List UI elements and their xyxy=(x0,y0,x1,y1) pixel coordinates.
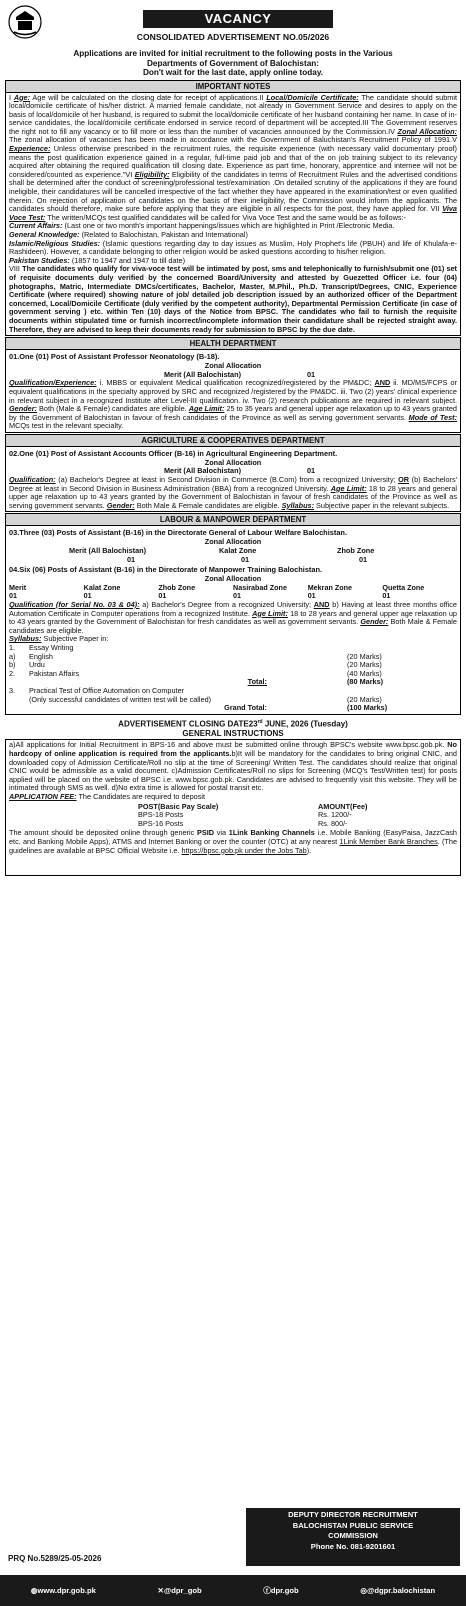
phone-number: Phone No. 081-9201601 xyxy=(310,1541,396,1551)
practical-row: 3. Practical Test of Office Automation on Computer xyxy=(9,685,185,695)
zonal-allocation-label: Zonal Allocation xyxy=(204,457,262,467)
instructions-text: a)All applications for Initial Recruitment in BPS-16 and above must be submitted online through BPSC's website www.bpsc.gob.pk. No hardcopy of online application is required from the applicants.b)It will be mandatory for the candidates to bring original CNIC, and downloaded copy of Admission Certificate/Roll no slip at the time of Screening/ Written Test. The candidates should realize that original CNIC would be admissible as a valid document. c)Admission Certificates/Roll no slips for Screening (MCQ's Test/Written test) for posts applied will be placed on the website of BPSC i.e. www.bpsc.gob.pk. Candidates are advised to frequently visit this website. They will be intimated through SMS as well. d)No extra time is allowed for postal transit etc. xyxy=(9,740,457,793)
zonal-allocation-label: Zonal Allocation xyxy=(204,574,262,584)
notes-paragraph: I Age: Age will be calculated on the closing date for receipt of applications.II Local/Domicile Certificate: The candidate should submit local/domicile certificate of his/her district. A married female candidate, not already in Government Service and desires to apply on the basis of local/domicile of her husband, is required to submit the local/domicile certificate of her husband containing her name. In case of in-service candidates, the local/domicile certificate endorsed in service record of department will be accepted.III The Government reserves the right not to fill any vacancy or to fill more or less than the number of vacancies announced by the Commission.IV Zonal Allocation: The zonal allocation of vacancies has been made in accordance with the Government of Baluchistan's Recruitment Policy of 1991.V Experience: Unless otherwise prescribed in the recruitment rules, the requisite experience (with necessary valid documentary proof) means the post qualification experience gained in a regular, full-time paid job and that of the on job training subject to its relevancy acquired after obtaining the required qualification till closing date. Experience as part time, honorary, apprentice and internee will not be considered/counted as experience."VI Eligibility: Eligibility of the candidates in terms of Recruitment Rules and the advertised conditions shall be determined after the conduct of screening/professional test/examination .On detailed scrutiny of the applications if they are found ineligible, their candidatures will be cancelled irrespective of the fact whether they have appeared in the examination/test or even qualified therein. On rejection of application of candidates on the basis of their ineligibility, the Commission would inform the applicants. The candidates should therefore, make sure before applying that they are eligible in all respects for the post, they have applied for. VII Viva Voce Test: The written/MCQs test qualified candidates will be called for Viva Voce Test and the same would be as follows:- xyxy=(9,92,457,222)
zone-header-row: Merit (All Balochistan) Kalat Zone Zhob Zone xyxy=(69,546,375,556)
grand-total-row: Grand Total: (100 Marks) xyxy=(224,703,388,713)
closing-date: ADVERTISEMENT CLOSING DATE23rd JUNE, 2026 (Tuesday) xyxy=(118,718,348,729)
qualification-text: Qualification (for Serial No. 03 & 04): a) Bachelor's Degree from a recognized University; AND b) Having at least three months office Automation Certificate in Computer operations from a recognized Institute. Age Limit: 18 to 28 years and general upper age relaxation up to 43 years granted by the Government of Balochistan for fresh candidates as well as government servants. Gender: Both Male & Female candidates are eligible. xyxy=(9,600,457,635)
syllabus-label: Syllabus: Subjective Paper in: xyxy=(9,634,109,644)
instagram-link[interactable]: ◎@dgpr.balochistan xyxy=(360,1586,436,1595)
important-notes-heading: IMPORTANT NOTES xyxy=(5,80,461,92)
instagram-icon: ◎ xyxy=(360,1586,367,1595)
labour-department xyxy=(5,525,461,714)
contact-line: BALOCHISTAN PUBLIC SERVICE xyxy=(292,1520,414,1530)
facebook-link[interactable]: ⓕdpr.gob xyxy=(263,1586,299,1595)
post-title: 04.Six (06) Posts of Assistant (B-16) in the Directorate of Manpower Training Balochistan. xyxy=(9,565,323,575)
contact-box xyxy=(246,1508,460,1566)
labour-department-heading: LABOUR & MANPOWER DEPARTMENT xyxy=(5,513,461,525)
post-title: 02.One (01) Post of Assistant Accounts Officer (B-16) in Agricultural Engineering Department. xyxy=(9,448,338,458)
agriculture-department xyxy=(5,446,461,513)
general-instructions-heading: GENERAL INSTRUCTIONS xyxy=(182,729,284,739)
vacancy-title: VACANCY xyxy=(143,10,333,28)
syllabus-table xyxy=(9,644,457,713)
twitter-link[interactable]: ✕@dpr_gob xyxy=(157,1586,202,1595)
bpsc-website-link[interactable]: https://bpsc.gob.pk under the Jobs Tab xyxy=(181,845,307,855)
practical-note-row: (Only successful candidates of written test will be called) (20 Marks) xyxy=(29,694,382,704)
header xyxy=(5,3,461,47)
zonal-allocation-label: Zonal Allocation xyxy=(204,537,262,547)
intro-text xyxy=(5,49,461,78)
important-notes xyxy=(5,92,461,337)
total-row: Total: (80 Marks) xyxy=(247,677,384,687)
zone-header-row: Merit Kalat Zone Zhob Zone Nasirabad Zone Mekran Zone Quetta Zone xyxy=(9,582,425,592)
syllabus-row: 2. Pakistan Affairs (40 Marks) xyxy=(9,668,382,678)
intro-line: Don't wait for the last date, apply online today. xyxy=(142,68,324,77)
health-department-heading: HEALTH DEPARTMENT xyxy=(5,337,461,349)
zone-value-row: 01 01 01 01 01 01 xyxy=(9,591,391,601)
syllabus-row: a) English (20 Marks) xyxy=(9,651,382,661)
contact-line: COMMISSION xyxy=(328,1531,378,1540)
zonal-allocation-label: Zonal Allocation xyxy=(204,361,262,371)
general-knowledge: General Knowledge: (Related to Balochistan, Pakistan and International) xyxy=(9,230,248,239)
pakistan-studies: Pakistan Studies: (1857 to 1947 and 1947 to till date) xyxy=(9,255,186,265)
bank-branches-link[interactable]: 1Link Member Bank Branches xyxy=(339,836,438,846)
syllabus-row: b) Urdu (20 Marks) xyxy=(9,660,382,670)
advertisement-number: CONSOLIDATED ADVERTISEMENT NO.05/2026 xyxy=(136,32,330,42)
post-title: 01.One (01) Post of Assistant Professor Neonatology (B-18). xyxy=(9,352,220,362)
twitter-icon: ✕ xyxy=(157,1586,164,1595)
fee-table: POST(Basic Pay Scale) AMOUNT(Fee) BPS-18 Posts Rs. 1200/- BPS-16 Posts Rs. 800/- xyxy=(83,803,383,829)
viii-note: VIII The candidates who qualify for viva-voce test will be intimated by post, sms and telephonically to furnish/submit one (01) set of requisite documents duly verified by the concerned Board/University and attested by Guezetted Officer i.e. four (04) photographs, Matric, Intermediate DMCs/certificates, Bachelor, Master, M.Phil., Ph.D. Transcript/Degrees, CNIC, Experience Certificate (where required) showing nature of job/ detailed job description issued by an authorized officer of the Department concerned, Local/Domicile Certificate (duly verified by the competent authority), Departmental Permission Certificate (in case of government serving ) etc. within Ten (10) days of the Notice from BPSC. The candidates who fail to furnish the requisite documents within stipulated time or furnish incorrect/incomplete information their candidature shall be rejected straight away. Therefore, they are advised to keep their documents ready for submission to BPSC by the due date. xyxy=(9,264,457,334)
current-affairs: Current Affairs: (Last one or two month's important happenings/issues which are highlighted in Print /Electronic Media. xyxy=(9,221,395,231)
merit-row: Merit (All Balochistan) 01 xyxy=(163,466,316,476)
fee-row: BPS-18 Posts Rs. 1200/- xyxy=(138,810,352,820)
zone-value-row: 01 01 01 xyxy=(127,554,368,564)
website-link[interactable]: ◍www.dpr.gob.pk xyxy=(30,1586,96,1595)
qualification-text: Qualification/Experience: i. MBBS or equivalent Medical qualification recognized/registered by the PM&DC; AND ii. MD/MS/FCPS or equivalent qualifications in the specialty approved by SRC and recognized /registered by the PM&DC. iii. Two (2) years' clinical experience in relevant subject in a recognized Institute after Level-III qualification. iv. Two (2) research publications are required in relevant subject. Gender: Both (Male & Female) candidates are eligible. Age Limit: 25 to 35 years and general upper age relaxation up to 43 years granted by the Government of Balochistan in favour of fresh candidates of the Province as well as serving government servants. Mode of Test: MCQs test in the relevant specialty. xyxy=(9,378,458,431)
facebook-icon: ⓕ xyxy=(263,1586,271,1595)
intro-line: Applications are invited for initial recruitment to the following posts in the Various xyxy=(73,49,393,58)
merit-row: Merit (All Balochistan) 01 xyxy=(163,369,316,379)
fee-row: BPS-16 Posts Rs. 800/- xyxy=(138,818,348,828)
health-department xyxy=(5,349,461,433)
general-instructions xyxy=(5,739,461,876)
syllabus-row: 1. Essay Writing xyxy=(9,642,74,652)
post-title: 03.Three (03) Posts of Assistant (B-16) in the Directorate General of Labour Welfare Balochistan. xyxy=(9,528,347,538)
globe-icon: ◍ xyxy=(30,1586,38,1595)
prq-number: PRQ No.5289/25-05-2026 xyxy=(8,1554,102,1563)
agriculture-department-heading: AGRICULTURE & COOPERATIVES DEPARTMENT xyxy=(5,434,461,446)
contact-line: DEPUTY DIRECTOR RECRUITMENT xyxy=(288,1510,418,1519)
islamic-studies: Islamic/Religious Studies: (Islamic questions regarding day to day issues as Muslim, Holy Prophet's life (PBUH) and life of Khulafa-e-Rashideen). However, a candidate belonging to other religion would be asked questions according to his/her religion. xyxy=(9,238,457,257)
social-bar xyxy=(0,1575,466,1606)
deposit-text: The amount should be deposited online through generic PSID via 1Link Banking Channels i.e. Mobile Banking (EasyPaisa, JazzCash etc. and Banking Mobile Apps), ATMS and Internet Banking or over the counter (OTC) at any nearest 1Link Member Bank Branches. (The guidelines are available at BPSC Official Website i.e. https://bpsc.gob.pk under the Jobs Tab). xyxy=(9,828,457,855)
intro-line: Departments of Government of Balochistan: xyxy=(147,58,319,68)
qualification-text: Qualification: (a) Bachelor's Degree at least in Second Division in Commerce (B.Com) from a recognized University; OR (b) Bachelors' Degree at least in Second Division in Business Administration (BBA) from a recognized University. Age Limit: 18 to 28 years and general upper age relaxation up to 43 years granted by the Government of Balochistan in favour of fresh candidates of the Province as well as serving government servants. Gender: Both Male & Female candidates are eligible. Syllabus: Subjective paper in the relevant subjects. xyxy=(9,475,457,510)
application-fee: APPLICATION FEE: The Candidates are required to deposit xyxy=(9,791,206,801)
